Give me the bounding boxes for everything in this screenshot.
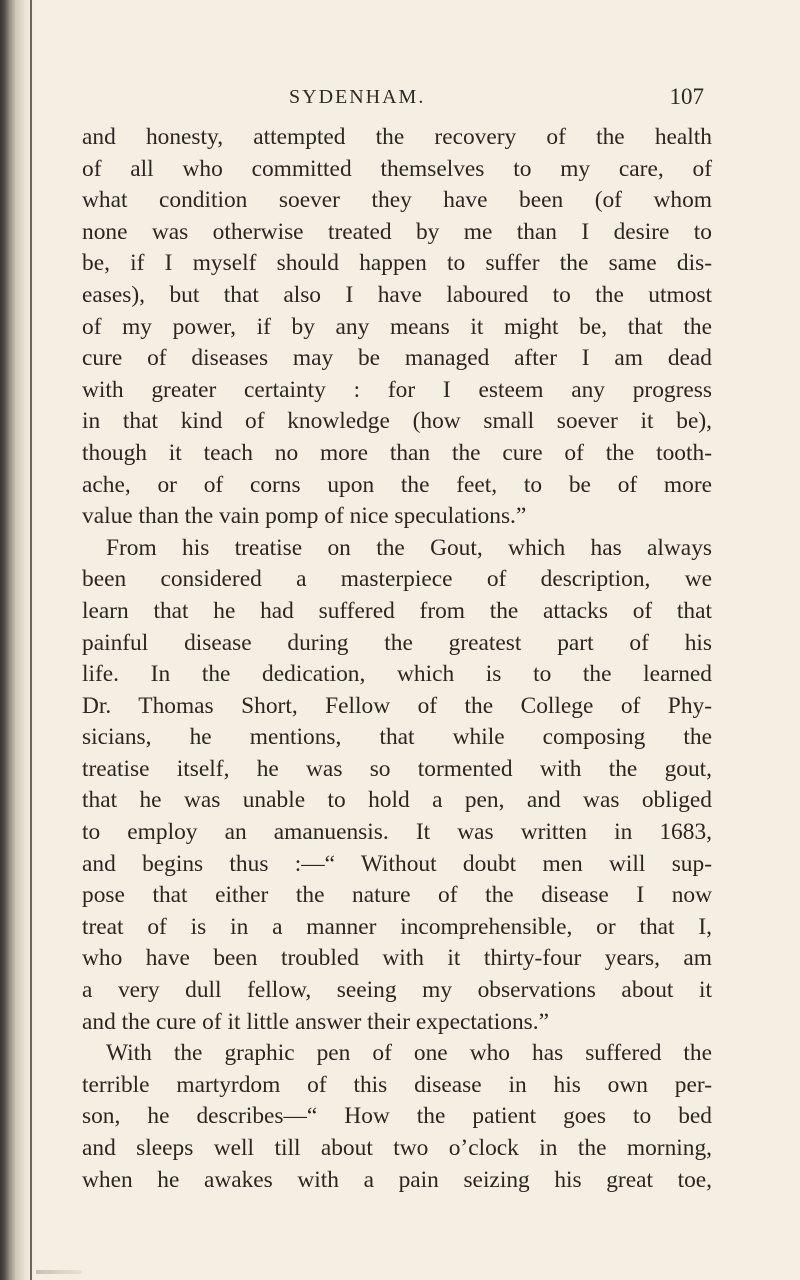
text-line: of all who committed themselves to my care, of (82, 155, 712, 182)
text-line: in that kind of knowledge (how small soever it be), (82, 408, 712, 435)
text-line: though it teach no more than the cure of the tooth- (82, 439, 712, 466)
text-line: of my power, if by any means it might be, that the (82, 313, 712, 340)
text-line: none was otherwise treated by me than I desire to (82, 218, 712, 245)
running-head (82, 86, 712, 122)
book-page (82, 86, 712, 1196)
text-line: sicians, he mentions, that while composing the (82, 724, 712, 751)
text-line: when he awakes with a pain seizing his great toe, (82, 1166, 712, 1193)
text-line: eases), but that also I have laboured to the utmost (82, 281, 712, 308)
text-line: terrible martyrdom of this disease in his own per- (82, 1071, 712, 1098)
body-text (82, 122, 712, 1196)
text-line: be, if I myself should happen to suffer the same dis- (82, 250, 712, 277)
paragraph-start-line: With the graphic pen of one who has suffered the (106, 1040, 712, 1067)
text-line: that he was unable to hold a pen, and was obliged (82, 787, 712, 814)
text-line: value than the vain pomp of nice speculations.” (82, 503, 527, 530)
text-line: ache, or of corns upon the feet, to be of more (82, 471, 712, 498)
text-line: and begins thus :—“ Without doubt men will sup- (82, 850, 712, 877)
running-title: SYDENHAM. (289, 86, 426, 108)
text-line: learn that he had suffered from the attacks of that (82, 597, 712, 624)
text-line: who have been troubled with it thirty-four years, am (82, 945, 712, 972)
paragraph-start-line: From his treatise on the Gout, which has always (106, 534, 712, 561)
binding-edge-line (30, 0, 32, 1280)
page-gutter-shadow (0, 0, 34, 1280)
text-line: what condition soever they have been (of whom (82, 187, 712, 214)
text-line: pose that either the nature of the disease I now (82, 882, 712, 909)
text-line: life. In the dedication, which is to the learned (82, 661, 712, 688)
text-line: to employ an amanuensis. It was written in 1683, (82, 819, 712, 846)
text-line: cure of diseases may be managed after I am dead (82, 345, 712, 372)
text-line: a very dull fellow, seeing my observations about it (82, 977, 712, 1004)
text-line: treatise itself, he was so tormented with the gout, (82, 755, 712, 782)
text-line: been considered a masterpiece of description, we (82, 566, 712, 593)
text-line: treat of is in a manner incomprehensible, or that I, (82, 913, 712, 940)
text-line: son, he describes—“ How the patient goes to bed (82, 1103, 712, 1130)
text-line: painful disease during the greatest part of his (82, 629, 712, 656)
page-edge-mark (36, 1270, 82, 1274)
text-line: and sleeps well till about two o’clock in the morning, (82, 1135, 712, 1161)
text-line: and the cure of it little answer their expectations.” (82, 1008, 549, 1035)
text-line: Dr. Thomas Short, Fellow of the College of Phy- (82, 692, 712, 719)
text-line: and honesty, attempted the recovery of the health (82, 124, 712, 150)
text-line: with greater certainty : for I esteem any progress (82, 376, 712, 403)
page-number: 107 (669, 84, 704, 109)
